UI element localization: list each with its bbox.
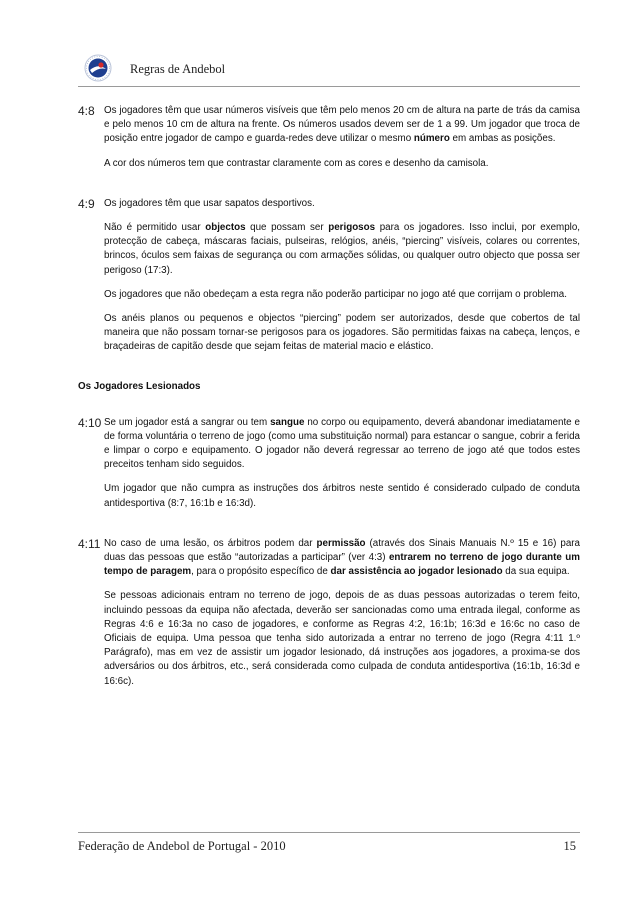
- federation-logo-icon: [84, 54, 112, 82]
- rules-group-equipment: [78, 104, 580, 355]
- rule-number: 4:9: [78, 196, 95, 211]
- rule-number: 4:10: [78, 415, 102, 430]
- text-run: que possam ser: [245, 222, 329, 234]
- rule-body: [104, 197, 580, 355]
- text-run: Se um jogador está a sangrar ou tem: [104, 416, 271, 428]
- bold-term: perigosos: [328, 222, 376, 234]
- rule-body: [104, 416, 580, 511]
- rule-body: [104, 104, 580, 171]
- bold-term: entrarem no terreno de jogo durante um tempo de paragem: [104, 552, 580, 578]
- rule-paragraph: [104, 416, 580, 473]
- text-run: Se pessoas adicionais entram no terreno de jogo, depois de as duas pessoas autorizadas o terem feito, incluindo pessoas da equipa não afectada, deverão ser sancionadas como uma entrada ilegal, conforme as Regras 4:6 e 16:3a no caso de jogadores, e conforme as Regras 4:2, 16:1b; 16:3d e 16:6c no caso de Oficiais de equipa. Uma pessoa que tenha sido autorizada a entrar no terreno de jogo (Regra 4:11 1.º Parágrafo), mas em vez de assistir um jogador lesionado, dá instruções aos jogadores, a proxima-se dos adversários ou dos árbitros, etc., será considerada como culpada de conduta antidesportiva (16:1b, 16:3d e 16:6c).: [104, 590, 580, 687]
- text-run: Um jogador que não cumpra as instruções dos árbitros neste sentido é considerado culpado de conduta antidesportiva (8:7, 16:1b e 16:3d).: [104, 483, 580, 509]
- page-footer: [78, 832, 580, 853]
- text-run: Os jogadores que não obedeçam a esta regra não poderão participar no jogo até que corrijam o problema.: [104, 288, 567, 300]
- rule-paragraph: [104, 288, 580, 302]
- text-run: para os jogadores. Isso inclui, por exemplo, protecção de cabeça, máscaras faciais, pulseiras, relógios, anéis, “piercing” visíveis, colares ou correntes, brincos, óculos sem faixas de segurança ou com armações sólidas, ou qualquer outro objecto que possa ser perigoso (17:3).: [104, 222, 580, 276]
- bold-term: dar assistência ao jogador lesionado: [330, 566, 503, 578]
- text-run: Não é permitido usar: [104, 222, 206, 234]
- footer-text: Federação de Andebol de Portugal - 2010: [78, 839, 286, 853]
- document-body: [78, 104, 580, 715]
- bold-term: permissão: [316, 537, 366, 549]
- bold-term: sangue: [270, 416, 305, 428]
- bold-term: número: [413, 133, 450, 145]
- rule-paragraph: [104, 589, 580, 688]
- rule-paragraph: [104, 197, 580, 211]
- text-run: Os jogadores têm que usar sapatos desportivos.: [104, 197, 315, 209]
- rule-number: 4:8: [78, 104, 95, 118]
- rule-paragraph: [104, 104, 580, 147]
- text-run: no corpo ou equipamento, deverá abandonar imediatamente e de forma voluntária o terreno de jogo (como uma substituição normal) para estancar o sangue, cobrir a ferida e limpar o corpo e equipamento. O jogador não deverá regressar ao terreno de jogo até que todos estes preceitos tenham sido seguidos.: [104, 416, 580, 471]
- section-title: Os Jogadores Lesionados: [78, 380, 201, 392]
- rule-4-9: [78, 197, 580, 355]
- header-title: Regras de Andebol: [130, 62, 226, 76]
- rules-group-injured: [78, 416, 580, 689]
- rule-paragraph: [104, 312, 580, 355]
- page-number: 15: [563, 839, 576, 853]
- rule-4-11: [78, 537, 580, 689]
- text-run: Os jogadores têm que usar números visíveis que têm pelo menos 20 cm de altura na parte de trás da camisa e pelo menos 10 cm de altura na frente. Os números usados devem ser de 1 a 99. Um jogador que troca de posição entre jogador de campo e guarda-redes deve utilizar o mesmo: [104, 105, 580, 145]
- text-run: , para o propósito específico de: [191, 566, 331, 578]
- text-run: em ambas as posições.: [449, 133, 556, 145]
- rule-paragraph: [104, 221, 580, 278]
- text-run: A cor dos números tem que contrastar claramente com as cores e desenho da camisola.: [104, 157, 489, 169]
- text-run: (através dos Sinais Manuais N.º 15 e 16) para duas das pessoas que estão “autorizadas a participar” (ver 4:3): [104, 537, 580, 564]
- bold-term: objectos: [205, 222, 246, 234]
- text-run: No caso de uma lesão, os árbitros podem dar: [104, 537, 317, 549]
- page-header: [78, 48, 580, 87]
- text-run: Os anéis planos ou pequenos e objectos “piercing” podem ser autorizados, desde que cobertos de tal maneira que não possam tornar-se perigosos para os jogadores. São permitidas faixas na cabeça, lenços, e braçadeiras de capitão desde que sejam feitas de material macio e elástico.: [104, 313, 580, 353]
- rule-paragraph: [104, 482, 580, 510]
- text-run: da sua equipa.: [502, 566, 570, 578]
- rule-body: [104, 537, 580, 689]
- rule-number: 4:11: [78, 536, 101, 551]
- rule-paragraph: [104, 157, 580, 171]
- rule-4-10: [78, 416, 580, 511]
- rule-4-8: [78, 104, 580, 171]
- rule-paragraph: [104, 537, 580, 580]
